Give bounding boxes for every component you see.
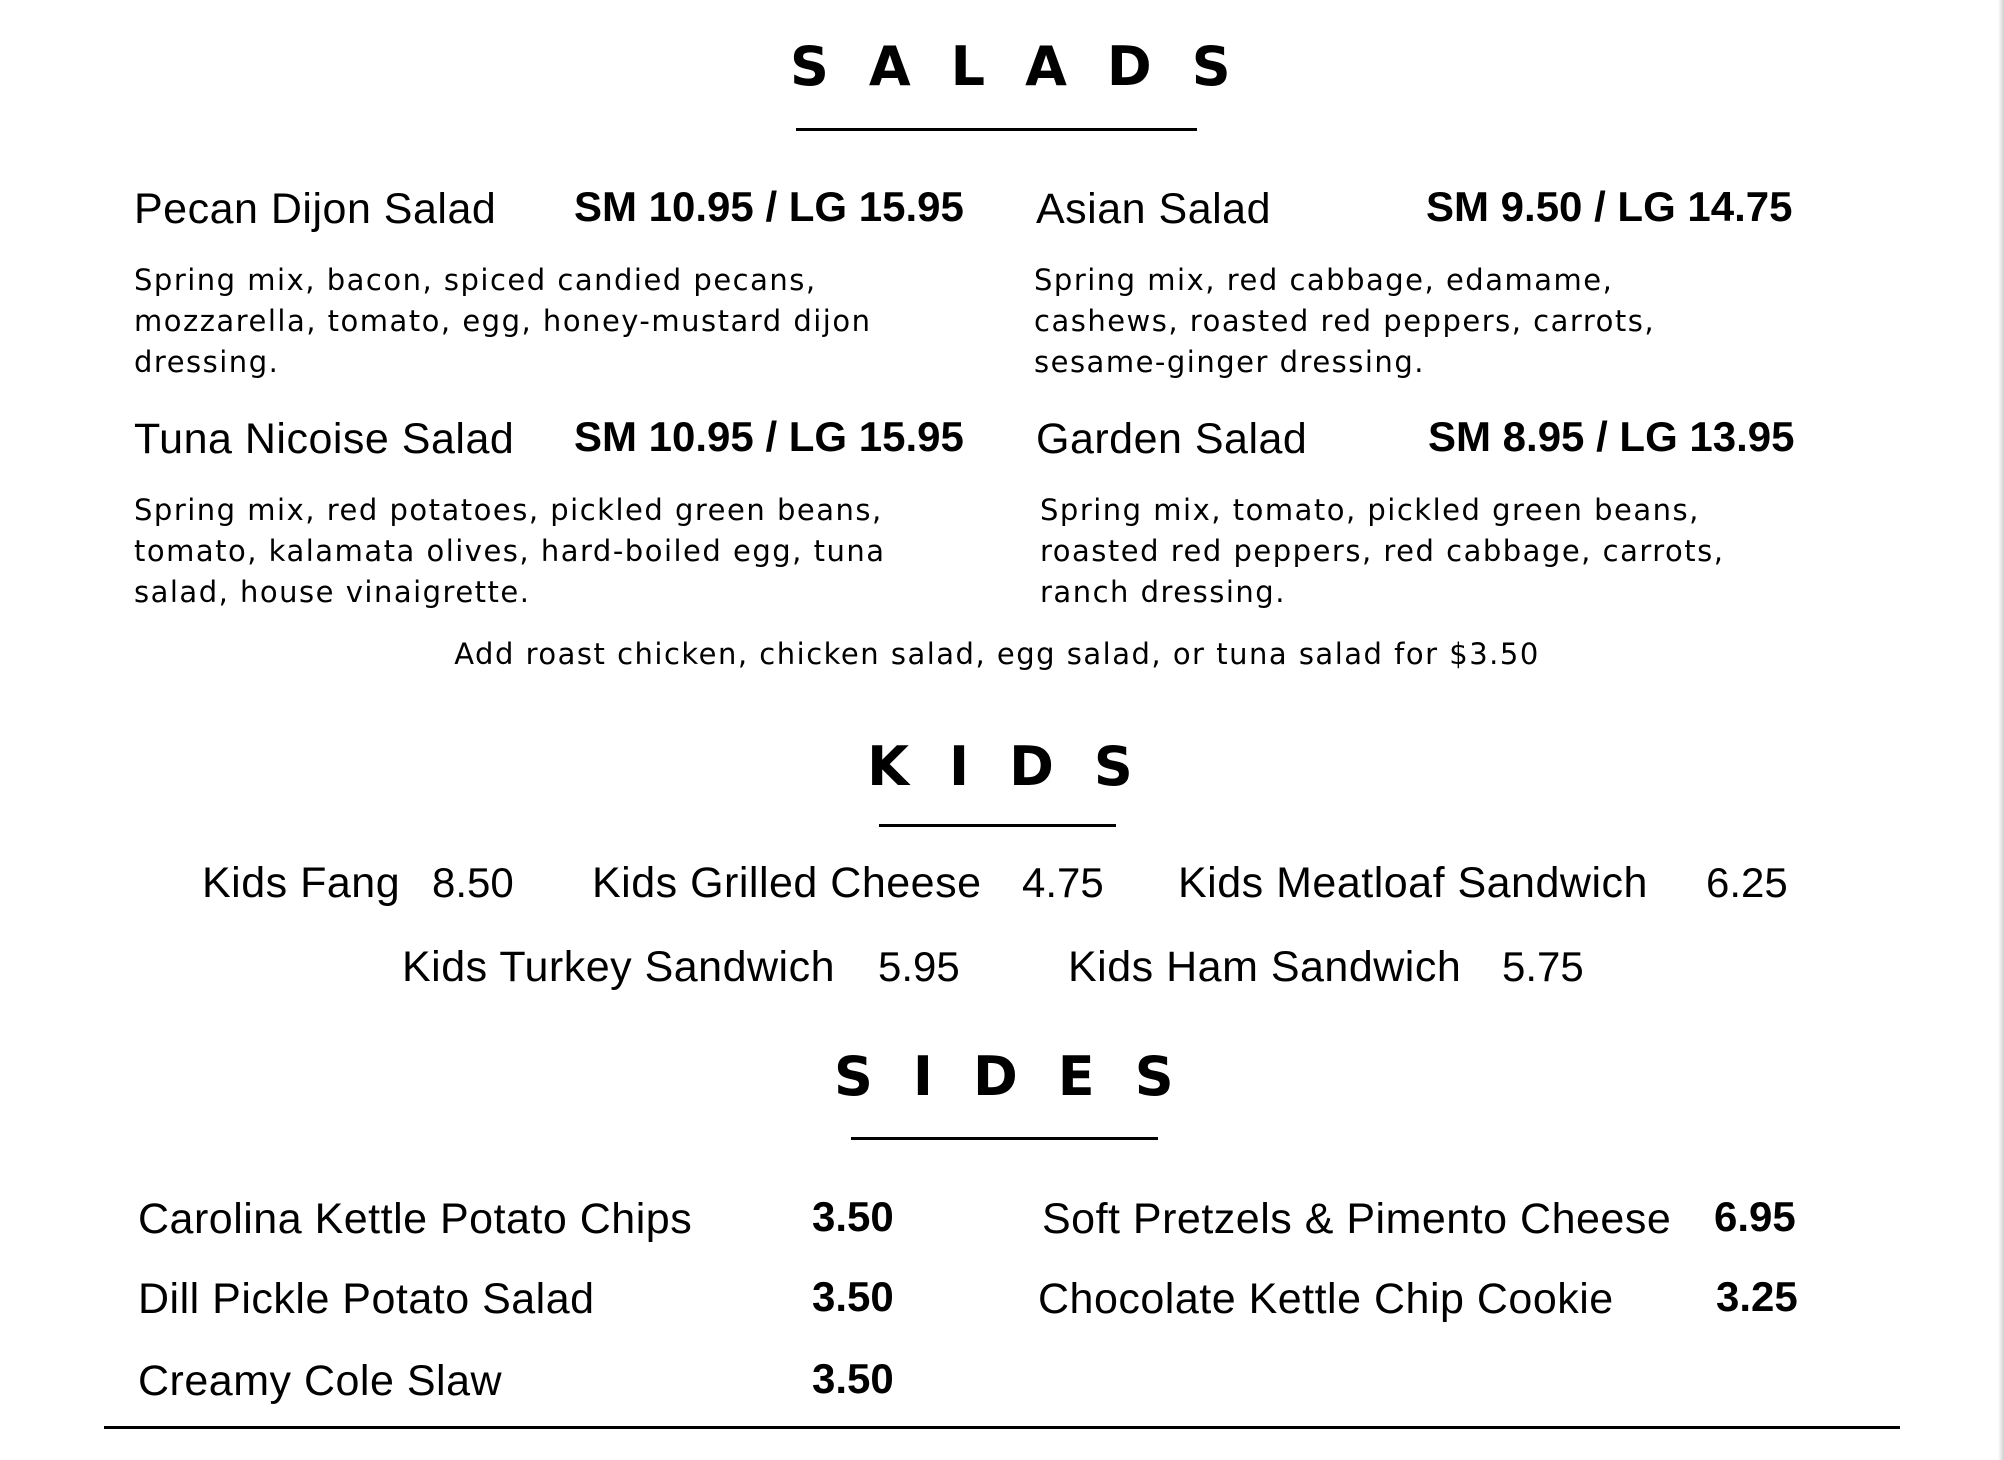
salad-name-garden: Garden Salad (1036, 415, 1308, 463)
sides-heading: SIDES (834, 1045, 1214, 1108)
salads-addon-note: Add roast chicken, chicken salad, egg salad, or tuna salad for $3.50 (454, 637, 1540, 671)
sides-heading-rule (851, 1137, 1158, 1140)
kids-name-meatloaf: Kids Meatloaf Sandwich (1178, 859, 1648, 907)
page-edge-shadow (1998, 0, 2004, 1460)
side-price-potato-salad: 3.50 (812, 1273, 894, 1320)
side-price-kettle-chips: 3.50 (812, 1193, 894, 1240)
side-name-cole-slaw: Creamy Cole Slaw (138, 1357, 503, 1405)
salad-desc-garden: Spring mix, tomato, pickled green beans, roasted red peppers, red cabbage, carrots, ranch dressing. (1040, 493, 1725, 609)
kids-price-turkey: 5.95 (878, 943, 960, 990)
kids-name-turkey: Kids Turkey Sandwich (402, 943, 836, 991)
side-name-kettle-chips: Carolina Kettle Potato Chips (138, 1195, 693, 1243)
kids-price-grilled-cheese: 4.75 (1022, 859, 1104, 906)
side-name-pretzels: Soft Pretzels & Pimento Cheese (1042, 1195, 1672, 1243)
salad-desc-asian: Spring mix, red cabbage, edamame, cashews, roasted red peppers, carrots, sesame-ginger dressing. (1034, 263, 1656, 379)
salad-desc-tuna-nicoise: Spring mix, red potatoes, pickled green beans, tomato, kalamata olives, hard-boiled egg, tuna salad, house vinaigrette. (134, 493, 886, 609)
kids-price-ham: 5.75 (1502, 943, 1584, 990)
salad-desc-pecan-dijon: Spring mix, bacon, spiced candied pecans, mozzarella, tomato, egg, honey-mustard dijon dressing. (134, 263, 872, 379)
salad-name-asian: Asian Salad (1036, 185, 1271, 233)
kids-heading-rule (879, 824, 1116, 827)
bottom-divider (104, 1426, 1900, 1429)
kids-name-fang: Kids Fang (202, 859, 401, 907)
salad-price-pecan-dijon: SM 10.95 / LG 15.95 (574, 183, 964, 230)
salads-heading-rule (796, 128, 1197, 131)
side-price-cookie: 3.25 (1716, 1273, 1798, 1320)
salad-price-tuna-nicoise: SM 10.95 / LG 15.95 (574, 413, 964, 460)
kids-price-meatloaf: 6.25 (1706, 859, 1788, 906)
side-name-cookie: Chocolate Kettle Chip Cookie (1038, 1275, 1614, 1323)
side-name-potato-salad: Dill Pickle Potato Salad (138, 1275, 595, 1323)
kids-price-fang: 8.50 (432, 859, 514, 906)
side-price-pretzels: 6.95 (1714, 1193, 1796, 1240)
salad-price-garden: SM 8.95 / LG 13.95 (1428, 413, 1795, 460)
side-price-cole-slaw: 3.50 (812, 1355, 894, 1402)
salad-price-asian: SM 9.50 / LG 14.75 (1426, 183, 1793, 230)
salad-name-pecan-dijon: Pecan Dijon Salad (134, 185, 497, 233)
kids-heading: KIDS (867, 735, 1173, 798)
salad-name-tuna-nicoise: Tuna Nicoise Salad (134, 415, 515, 463)
kids-name-ham: Kids Ham Sandwich (1068, 943, 1462, 991)
salads-heading: SALADS (790, 35, 1271, 98)
kids-name-grilled-cheese: Kids Grilled Cheese (592, 859, 982, 907)
